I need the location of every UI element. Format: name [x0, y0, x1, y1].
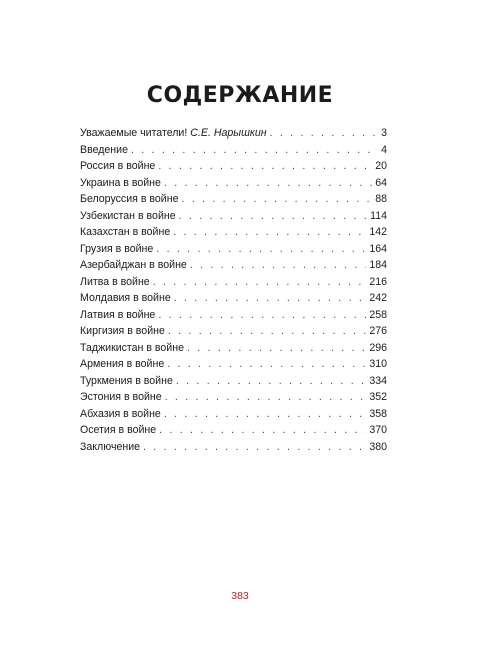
- dot-leader: [131, 142, 378, 159]
- toc-entry-title: Украина в войне: [80, 176, 161, 189]
- page-number: 383: [231, 590, 249, 602]
- toc-entry-label: [80, 274, 150, 291]
- toc-entry: [80, 241, 387, 258]
- toc-entry-label: [80, 191, 178, 208]
- toc-entry: [80, 356, 387, 373]
- dot-leader: [181, 191, 372, 208]
- page-title: СОДЕРЖАНИЕ: [146, 83, 334, 108]
- toc-entry: [80, 158, 387, 175]
- toc-entry-page: 334: [369, 374, 387, 387]
- toc-entry-page: 114: [370, 209, 387, 222]
- dot-leader: [164, 175, 372, 192]
- toc-entry-title: Латвия в войне: [80, 308, 156, 321]
- toc-entry-title: Уважаемые читатели!: [80, 127, 188, 139]
- toc-entry-page: 310: [369, 358, 387, 370]
- toc-entry-title: Туркмения в войне: [80, 374, 173, 387]
- toc-entry-page: 276: [369, 325, 387, 337]
- toc-entry-label: [80, 175, 161, 192]
- dot-leader: [165, 389, 367, 406]
- toc-entry-page: 64: [375, 176, 387, 189]
- toc-entry-page: 88: [375, 193, 387, 205]
- dot-leader: [168, 323, 366, 340]
- toc-entry-title: Казахстан в войне: [80, 226, 171, 238]
- dot-leader: [167, 356, 366, 373]
- dot-leader: [174, 290, 367, 307]
- dot-leader: [153, 274, 367, 291]
- toc-entry-title: Таджикистан в войне: [80, 341, 184, 354]
- toc-entry-label: [80, 125, 267, 142]
- toc-entry: [80, 373, 387, 390]
- dot-leader: [270, 125, 379, 142]
- toc-entry-title: Армения в войне: [80, 358, 165, 370]
- toc-entry-label: [80, 340, 184, 357]
- toc-entry-label: [80, 422, 156, 439]
- toc-entry: [80, 208, 387, 225]
- toc-entry-label: [80, 142, 128, 159]
- toc-entry: [80, 142, 387, 159]
- toc-entry-label: [80, 224, 170, 241]
- toc-entry-title: Эстония в войне: [80, 391, 162, 403]
- toc-entry-label: [80, 241, 153, 258]
- toc-entry: [80, 389, 387, 406]
- toc-entry-page: 4: [381, 143, 387, 156]
- toc-entry-page: 216: [369, 275, 387, 288]
- toc-entry-page: 370: [369, 424, 387, 436]
- toc-entry: [80, 191, 387, 208]
- toc-entry-title: Осетия в войне: [80, 424, 157, 436]
- toc-entry-page: 242: [369, 292, 387, 304]
- toc-entry: [80, 422, 387, 439]
- toc-entry-title: Абхазия в войне: [80, 407, 161, 420]
- toc-entry-page: 184: [369, 259, 387, 271]
- toc-entry-author: С.Е. Нарышкин: [190, 127, 267, 139]
- toc-entry: [80, 274, 387, 291]
- toc-entry-title: Россия в войне: [80, 160, 156, 172]
- toc-entry-label: [80, 208, 176, 225]
- dot-leader: [164, 406, 366, 423]
- dot-leader: [179, 208, 367, 225]
- toc-entry: [80, 125, 387, 142]
- toc-entry: [80, 175, 387, 192]
- toc-entry: [80, 323, 387, 340]
- toc-entry-label: [80, 257, 187, 274]
- toc-entry: [80, 406, 387, 423]
- toc-entry-label: [80, 373, 173, 390]
- toc-entry: [80, 257, 387, 274]
- toc-entry-label: [80, 307, 155, 324]
- toc-entry-label: [80, 323, 165, 340]
- dot-leader: [158, 158, 372, 175]
- toc-entry-page: 352: [369, 391, 387, 403]
- dot-leader: [143, 439, 366, 456]
- toc-entry-label: [80, 290, 171, 307]
- toc-entry-title: Узбекистан в войне: [80, 209, 176, 222]
- toc-entry: [80, 340, 387, 357]
- toc-entry-page: 358: [369, 407, 387, 420]
- toc-entry-page: 3: [381, 127, 387, 139]
- dot-leader: [159, 422, 366, 439]
- dot-leader: [158, 307, 366, 324]
- toc-entry-title: Заключение: [80, 440, 141, 453]
- toc-entry-page: 380: [369, 440, 387, 453]
- dot-leader: [156, 241, 366, 258]
- toc-entry-title: Азербайджан в войне: [80, 259, 187, 271]
- toc-entry-page: 164: [369, 242, 387, 255]
- toc-entry-page: 20: [375, 160, 387, 172]
- toc-entry-page: 142: [369, 226, 387, 238]
- toc-entry-title: Молдавия в войне: [80, 292, 171, 304]
- table-of-contents: [80, 125, 387, 455]
- toc-entry-page: 258: [369, 308, 387, 321]
- toc-entry-title: Введение: [80, 143, 128, 156]
- toc-entry-page: 296: [369, 341, 387, 354]
- toc-entry-title: Киргизия в войне: [80, 325, 165, 337]
- toc-entry-label: [80, 406, 161, 423]
- toc-entry: [80, 439, 387, 456]
- toc-entry-title: Белоруссия в войне: [80, 193, 179, 205]
- toc-entry-title: Грузия в войне: [80, 242, 154, 255]
- toc-entry-label: [80, 158, 155, 175]
- dot-leader: [190, 257, 367, 274]
- dot-leader: [173, 224, 366, 241]
- dot-leader: [187, 340, 366, 357]
- toc-entry: [80, 290, 387, 307]
- toc-entry-label: [80, 356, 164, 373]
- toc-entry-label: [80, 439, 140, 456]
- dot-leader: [176, 373, 366, 390]
- toc-entry-title: Литва в войне: [80, 275, 150, 288]
- toc-entry: [80, 224, 387, 241]
- toc-entry: [80, 307, 387, 324]
- toc-entry-label: [80, 389, 162, 406]
